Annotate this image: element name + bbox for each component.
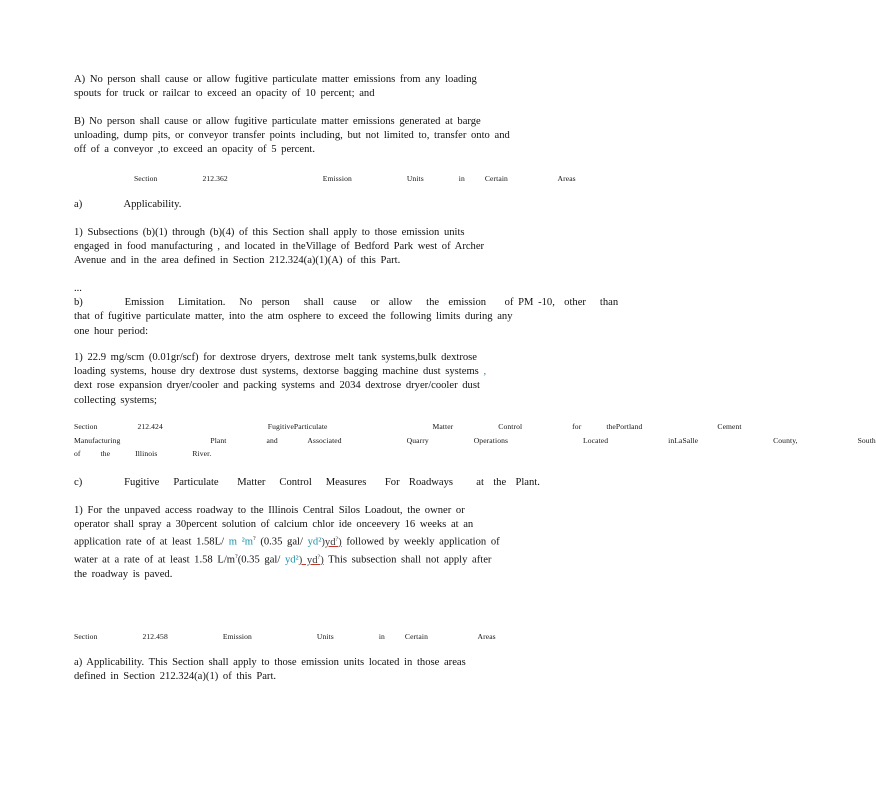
heading-line: of the Illinois River. bbox=[74, 449, 212, 458]
text-line: collecting systems; bbox=[74, 394, 157, 406]
text-span: ) bbox=[320, 554, 324, 566]
heading-line: Section 212.458 Emission Units in Certain Areas bbox=[74, 632, 496, 641]
text-span: This subsection shall not apply after bbox=[323, 554, 492, 566]
text-line: A) No person shall cause or allow fugitive particulate matter emissions from any loading bbox=[74, 74, 477, 85]
text-line: b) Emission Limitation. No person shall cause or allow the emission of PM -10, other than bbox=[74, 297, 619, 309]
section-heading-212-362 bbox=[74, 172, 576, 186]
annotation-mark: m ²m bbox=[228, 536, 253, 548]
text-span: followed by weekly application of bbox=[341, 536, 500, 548]
text-span: application rate of at least 1.58L/ bbox=[74, 536, 225, 548]
text-line bbox=[74, 532, 536, 550]
paragraph-applicability-212-458 bbox=[74, 656, 536, 684]
text-line: c) Fugitive Particulate Matter Control Measures For Roadways at the Plant. bbox=[74, 477, 540, 488]
text-line: engaged in food manufacturing , and located in theVillage of Bedford Park west of Archer bbox=[74, 241, 485, 253]
paragraph-b-barge-unloading bbox=[74, 115, 536, 158]
text-line: unloading, dump pits, or conveyor transfer points including, but not limited to, transfer onto and bbox=[74, 130, 510, 142]
paragraph-a-loading-spouts bbox=[74, 73, 536, 101]
paragraph-unpaved-roadway bbox=[74, 504, 536, 582]
text-line: dext rose expansion dryer/cooler and packing systems and 2034 dextrose dryer/cooler dust bbox=[74, 380, 480, 392]
text-line: the roadway is paved. bbox=[74, 568, 173, 580]
paragraph-subsections bbox=[74, 226, 536, 269]
paragraph-applicability bbox=[74, 198, 536, 212]
annotation-mark: yd² bbox=[307, 536, 322, 548]
omitted-glyph-icon: ? bbox=[317, 554, 321, 561]
text-line: defined in Section 212.324(a)(1) of this Part. bbox=[74, 671, 277, 683]
text-line: off of a conveyor ,to exceed an opacity of 5 percent. bbox=[74, 144, 315, 156]
text-line: operator shall spray a 30percent solution of calcium chlor ide onceevery 16 weeks at an bbox=[74, 519, 474, 531]
heading-line: Section 212.424 FugitiveParticulate Matter Control for thePortland Cement bbox=[74, 422, 742, 431]
text-line: a) Applicability. bbox=[74, 199, 182, 210]
paragraph-emission-limitation bbox=[74, 282, 619, 339]
omitted-glyph-icon: ? bbox=[235, 554, 238, 561]
heading-line: Manufacturing Plant and Associated Quarry Operations Located inLaSalle County, South bbox=[74, 435, 876, 445]
text-line: spouts for truck or railcar to exceed an opacity of 10 percent; and bbox=[74, 88, 375, 100]
text-line: 1) 22.9 mg/scm (0.01gr/scf) for dextrose dryers, dextrose melt tank systems,bulk dextrose bbox=[74, 352, 477, 363]
text-line bbox=[74, 365, 536, 379]
text-span: loading systems, house dry dextrose dust systems, dextorse bagging machine dust systems bbox=[74, 366, 479, 378]
heading-line: Section 212.362 Emission Units in Certain Areas bbox=[74, 174, 576, 183]
section-heading-212-458 bbox=[74, 630, 496, 644]
text-span: water at a rate of at least 1.58 L/m bbox=[74, 554, 236, 566]
section-heading-212-424 bbox=[74, 420, 876, 461]
underlined-text bbox=[299, 555, 324, 566]
text-line: Avenue and in the area defined in Section 212.324(a)(1)(A) of this Part. bbox=[74, 255, 401, 267]
text-span: (0.35 gal/ bbox=[260, 536, 303, 548]
paragraph-dextrose-limits bbox=[74, 351, 536, 408]
paragraph-roadway-measures bbox=[74, 476, 540, 490]
text-span: (0.35 gal/ bbox=[237, 554, 281, 566]
text-line: one hour period: bbox=[74, 325, 149, 337]
text-line: ... bbox=[74, 283, 82, 294]
omitted-glyph-icon: ? bbox=[253, 536, 256, 543]
text-line: 1) Subsections (b)(1) through (b)(4) of this Section shall apply to those emission units bbox=[74, 227, 465, 238]
underlined-text bbox=[321, 537, 341, 548]
text-line: a) Applicability. This Section shall apply to those emission units located in those areas bbox=[74, 657, 466, 668]
annotation-mark: , bbox=[483, 366, 487, 378]
text-line: that of fugitive particulate matter, into the atm osphere to exceed the following limits during any bbox=[74, 311, 513, 323]
text-line: 1) For the unpaved access roadway to the Illinois Central Silos Loadout, the owner or bbox=[74, 505, 465, 516]
text-line: B) No person shall cause or allow fugitive particulate matter emissions generated at barge bbox=[74, 116, 481, 127]
omitted-glyph-icon: ? bbox=[335, 536, 339, 543]
annotation-mark: yd² bbox=[284, 554, 299, 566]
text-span: )yd bbox=[321, 536, 336, 548]
text-line bbox=[74, 550, 536, 568]
text-span: ) bbox=[338, 536, 342, 548]
text-span: ) yd bbox=[298, 554, 318, 566]
